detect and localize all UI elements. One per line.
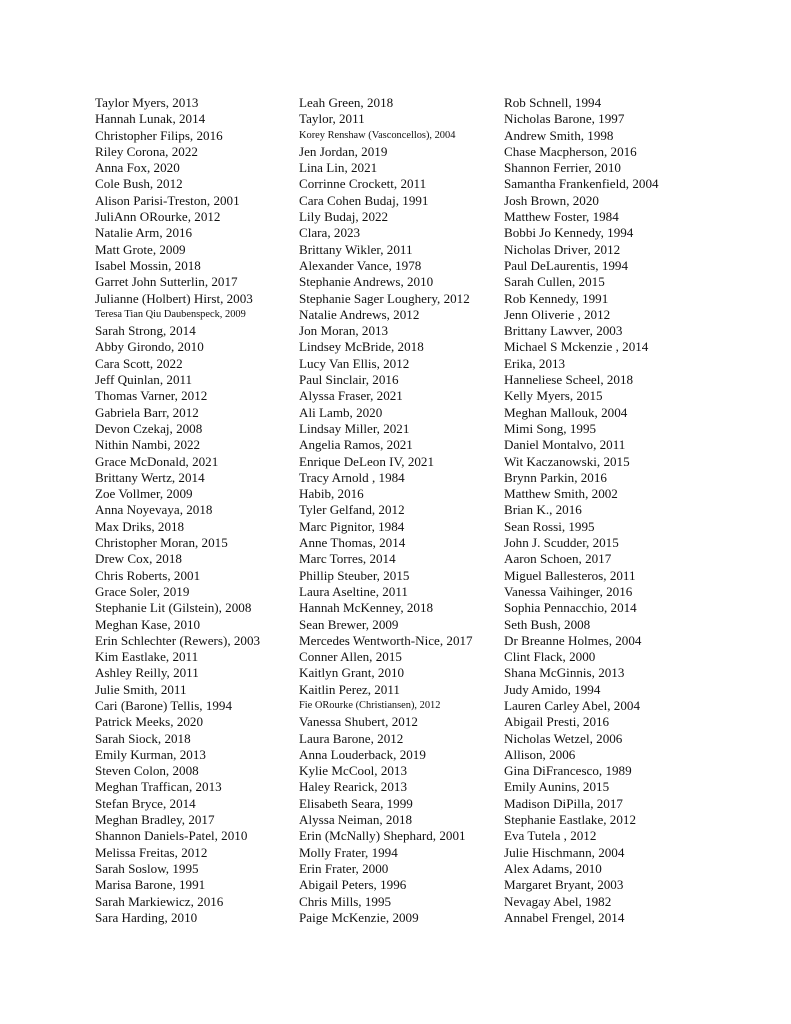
- name-entry: Gabriela Barr, 2012: [95, 404, 199, 420]
- name-entry: Madison DiPilla, 2017: [504, 795, 623, 811]
- name-entry: Alyssa Neiman, 2018: [299, 812, 413, 828]
- name-entry: Stefan Bryce, 2014: [95, 795, 196, 811]
- name-entry: Kelly Myers, 2015: [504, 388, 603, 404]
- name-entry: Cara Cohen Budaj, 1991: [299, 192, 429, 208]
- name-entry: Molly Frater, 1994: [299, 844, 398, 860]
- name-entry: Jenn Oliverie , 2012: [504, 306, 611, 322]
- name-entry: Anna Noyevaya, 2018: [95, 502, 213, 518]
- name-entry: Grace McDonald, 2021: [95, 453, 219, 469]
- name-entry: Riley Corona, 2022: [95, 143, 198, 159]
- name-entry: Seth Bush, 2008: [504, 616, 591, 632]
- name-entry: Sophia Pennacchio, 2014: [504, 600, 637, 616]
- name-entry: Sarah Siock, 2018: [95, 730, 191, 746]
- name-entry: Nicholas Barone, 1997: [504, 111, 625, 127]
- name-entry: Sarah Strong, 2014: [95, 323, 196, 339]
- name-entry: Stephanie Sager Loughery, 2012: [299, 290, 470, 306]
- name-entry: Shana McGinnis, 2013: [504, 665, 625, 681]
- name-entry: Tracy Arnold , 1984: [299, 469, 405, 485]
- name-entry: Michael S Mckenzie , 2014: [504, 339, 649, 355]
- name-entry: Jen Jordan, 2019: [299, 143, 388, 159]
- name-entry: Eva Tutela , 2012: [504, 828, 597, 844]
- name-entry: Garret John Sutterlin, 2017: [95, 274, 238, 290]
- name-entry: Chris Mills, 1995: [299, 893, 392, 909]
- name-entry: Christopher Moran, 2015: [95, 535, 228, 551]
- name-entry: Stephanie Andrews, 2010: [299, 274, 434, 290]
- name-entry: Josh Brown, 2020: [504, 192, 599, 208]
- name-entry: Daniel Montalvo, 2011: [504, 437, 626, 453]
- name-entry: Brynn Parkin, 2016: [504, 469, 607, 485]
- name-entry: Phillip Steuber, 2015: [299, 567, 410, 583]
- name-entry: Wit Kaczanowski, 2015: [504, 453, 630, 469]
- name-entry: Paul DeLaurentis, 1994: [504, 257, 629, 273]
- name-entry: Grace Soler, 2019: [95, 583, 190, 599]
- name-entry: Teresa Tian Qiu Daubenspeck, 2009: [95, 308, 246, 320]
- name-entry: Chris Roberts, 2001: [95, 567, 201, 583]
- name-entry: Erin Frater, 2000: [299, 860, 389, 876]
- name-entry: Cari (Barone) Tellis, 1994: [95, 697, 233, 713]
- name-entry: Meghan Kase, 2010: [95, 616, 201, 632]
- name-entry: Marisa Barone, 1991: [95, 877, 206, 893]
- name-entry: Alison Parisi-Treston, 2001: [95, 192, 240, 208]
- name-column-1: [95, 95, 295, 926]
- name-entry: Steven Colon, 2008: [95, 763, 199, 779]
- name-entry: Mimi Song, 1995: [504, 420, 597, 436]
- name-entry: Shannon Daniels-Patel, 2010: [95, 828, 248, 844]
- name-entry: Dr Breanne Holmes, 2004: [504, 632, 642, 648]
- name-entry: Kaitlin Perez, 2011: [299, 681, 400, 697]
- name-entry: Kim Eastlake, 2011: [95, 649, 199, 665]
- name-entry: Julie Hischmann, 2004: [504, 844, 625, 860]
- name-entry: Meghan Traffican, 2013: [95, 779, 222, 795]
- name-entry: Enrique DeLeon IV, 2021: [299, 453, 435, 469]
- name-entry: Lindsey McBride, 2018: [299, 339, 424, 355]
- name-entry: Meghan Mallouk, 2004: [504, 404, 628, 420]
- name-entry: Laura Aseltine, 2011: [299, 583, 408, 599]
- name-entry: Isabel Mossin, 2018: [95, 257, 201, 273]
- name-entry: Taylor Myers, 2013: [95, 95, 199, 110]
- name-entry: Drew Cox, 2018: [95, 551, 182, 567]
- name-entry: Hannah Lunak, 2014: [95, 111, 206, 127]
- name-entry: Nicholas Wetzel, 2006: [504, 730, 623, 746]
- name-entry: Devon Czekaj, 2008: [95, 420, 203, 436]
- name-entry: Natalie Arm, 2016: [95, 225, 193, 241]
- name-entry: Bobbi Jo Kennedy, 1994: [504, 225, 634, 241]
- name-entry: Gina DiFrancesco, 1989: [504, 763, 632, 779]
- name-entry: Miguel Ballesteros, 2011: [504, 567, 636, 583]
- name-entry: Lucy Van Ellis, 2012: [299, 355, 410, 371]
- name-entry: Erin Schlechter (Rewers), 2003: [95, 632, 261, 648]
- name-entry: Alexander Vance, 1978: [299, 257, 422, 273]
- name-entry: Christopher Filips, 2016: [95, 127, 223, 143]
- name-entry: Stephanie Eastlake, 2012: [504, 812, 636, 828]
- name-entry: Corrinne Crockett, 2011: [299, 176, 427, 192]
- name-entry: Julianne (Holbert) Hirst, 2003: [95, 290, 253, 306]
- name-entry: Zoe Vollmer, 2009: [95, 486, 193, 502]
- name-entry: Korey Renshaw (Vasconcellos), 2004: [299, 129, 456, 141]
- name-entry: Marc Torres, 2014: [299, 551, 396, 567]
- name-entry: Lina Lin, 2021: [299, 160, 378, 176]
- name-entry: Kaitlyn Grant, 2010: [299, 665, 405, 681]
- name-entry: Jon Moran, 2013: [299, 323, 389, 339]
- name-entry: Jeff Quinlan, 2011: [95, 372, 193, 388]
- name-entry: Matthew Smith, 2002: [504, 486, 618, 502]
- name-entry: Sean Brewer, 2009: [299, 616, 399, 632]
- name-entry: Judy Amido, 1994: [504, 681, 601, 697]
- name-entry: Nevagay Abel, 1982: [504, 893, 612, 909]
- name-entry: Abigail Peters, 1996: [299, 877, 407, 893]
- name-entry: Alyssa Fraser, 2021: [299, 388, 403, 404]
- name-entry: Vanessa Shubert, 2012: [299, 714, 418, 730]
- name-entry: Paul Sinclair, 2016: [299, 372, 399, 388]
- name-entry: Brittany Wertz, 2014: [95, 469, 205, 485]
- name-entry: Sara Harding, 2010: [95, 909, 198, 925]
- name-entry: Patrick Meeks, 2020: [95, 714, 204, 730]
- name-entry: Chase Macpherson, 2016: [504, 143, 637, 159]
- name-entry: Max Driks, 2018: [95, 518, 185, 534]
- name-entry: Clara, 2023: [299, 225, 361, 241]
- name-entry: Leah Green, 2018: [299, 95, 394, 110]
- name-entry: Haley Rearick, 2013: [299, 779, 407, 795]
- name-entry: Rob Schnell, 1994: [504, 95, 602, 110]
- name-entry: Elisabeth Seara, 1999: [299, 795, 413, 811]
- name-entry: Paige McKenzie, 2009: [299, 909, 419, 925]
- name-entry: Hannah McKenney, 2018: [299, 600, 434, 616]
- name-entry: Shannon Ferrier, 2010: [504, 160, 621, 176]
- name-entry: Vanessa Vaihinger, 2016: [504, 583, 633, 599]
- name-column-3: [504, 95, 704, 926]
- name-entry: Anne Thomas, 2014: [299, 535, 406, 551]
- name-entry: Conner Allen, 2015: [299, 649, 402, 665]
- name-entry: Margaret Bryant, 2003: [504, 877, 624, 893]
- name-entry: Fie ORourke (Christiansen), 2012: [299, 699, 441, 711]
- name-entry: Cole Bush, 2012: [95, 176, 183, 192]
- name-entry: Matthew Foster, 1984: [504, 209, 619, 225]
- name-entry: Julie Smith, 2011: [95, 681, 187, 697]
- name-entry: Matt Grote, 2009: [95, 241, 186, 257]
- name-entry: Lily Budaj, 2022: [299, 209, 389, 225]
- name-entry: Natalie Andrews, 2012: [299, 306, 420, 322]
- name-entry: John J. Scudder, 2015: [504, 535, 619, 551]
- name-entry: Mercedes Wentworth-Nice, 2017: [299, 632, 473, 648]
- name-entry: Habib, 2016: [299, 486, 364, 502]
- name-entry: Cara Scott, 2022: [95, 355, 183, 371]
- name-entry: Meghan Bradley, 2017: [95, 812, 215, 828]
- name-column-2: [299, 95, 499, 926]
- name-entry: Angelia Ramos, 2021: [299, 437, 413, 453]
- name-entry: Rob Kennedy, 1991: [504, 290, 609, 306]
- name-entry: Brittany Wikler, 2011: [299, 241, 413, 257]
- name-entry: Clint Flack, 2000: [504, 649, 596, 665]
- name-entry: Alex Adams, 2010: [504, 860, 602, 876]
- name-entry: Aaron Schoen, 2017: [504, 551, 612, 567]
- name-entry: Sarah Cullen, 2015: [504, 274, 605, 290]
- name-entry: Emily Aunins, 2015: [504, 779, 610, 795]
- name-entry: Sarah Soslow, 1995: [95, 860, 199, 876]
- name-entry: Lauren Carley Abel, 2004: [504, 697, 640, 713]
- name-entry: Lindsay Miller, 2021: [299, 420, 410, 436]
- name-entry: Anna Fox, 2020: [95, 160, 180, 176]
- name-entry: Ashley Reilly, 2011: [95, 665, 199, 681]
- name-entry: Andrew Smith, 1998: [504, 127, 614, 143]
- name-entry: Sean Rossi, 1995: [504, 518, 595, 534]
- name-entry: Brittany Lawver, 2003: [504, 323, 623, 339]
- name-entry: Allison, 2006: [504, 746, 576, 762]
- name-entry: Sarah Markiewicz, 2016: [95, 893, 224, 909]
- name-entry: Ali Lamb, 2020: [299, 404, 383, 420]
- name-entry: Kylie McCool, 2013: [299, 763, 408, 779]
- name-entry: Annabel Frengel, 2014: [504, 909, 625, 925]
- name-entry: Thomas Varner, 2012: [95, 388, 208, 404]
- name-entry: Tyler Gelfand, 2012: [299, 502, 405, 518]
- name-entry: Nicholas Driver, 2012: [504, 241, 621, 257]
- name-entry: Emily Kurman, 2013: [95, 746, 206, 762]
- name-entry: Abby Girondo, 2010: [95, 339, 204, 355]
- name-entry: Marc Pignitor, 1984: [299, 518, 405, 534]
- name-entry: Hanneliese Scheel, 2018: [504, 372, 634, 388]
- name-entry: Erika, 2013: [504, 355, 566, 371]
- name-entry: Samantha Frankenfield, 2004: [504, 176, 659, 192]
- name-entry: Stephanie Lit (Gilstein), 2008: [95, 600, 252, 616]
- name-entry: Erin (McNally) Shephard, 2001: [299, 828, 466, 844]
- name-entry: Brian K., 2016: [504, 502, 582, 518]
- name-entry: Abigail Presti, 2016: [504, 714, 610, 730]
- name-entry: JuliAnn ORourke, 2012: [95, 209, 221, 225]
- name-entry: Nithin Nambi, 2022: [95, 437, 201, 453]
- name-entry: Anna Louderback, 2019: [299, 746, 426, 762]
- name-entry: Laura Barone, 2012: [299, 730, 404, 746]
- name-entry: Melissa Freitas, 2012: [95, 844, 208, 860]
- name-entry: Taylor, 2011: [299, 111, 365, 127]
